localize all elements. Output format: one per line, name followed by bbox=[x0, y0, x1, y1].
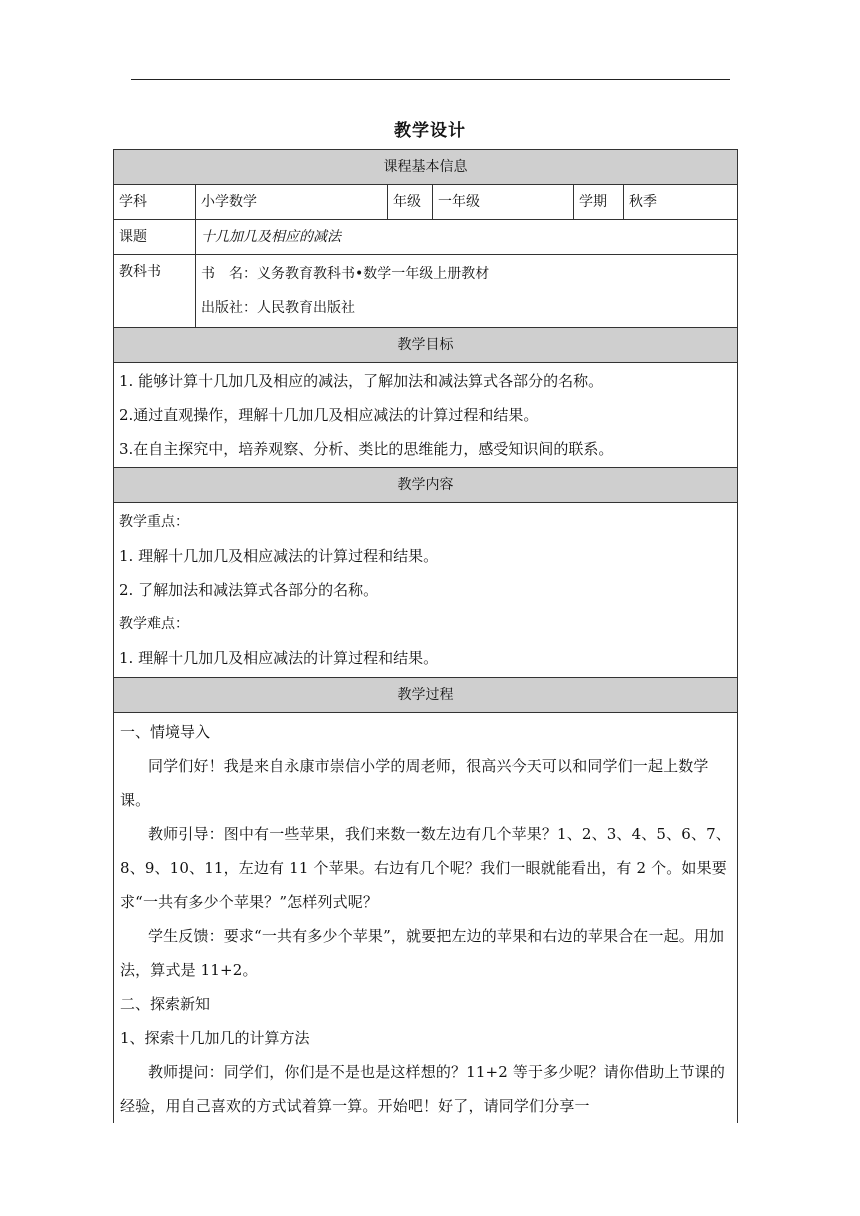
paragraph: 学生反馈：要求“一共有多少个苹果”，就要把左边的苹果和右边的苹果合在一起。用加法，算式是 11+2。 bbox=[120, 927, 725, 979]
topic-row bbox=[114, 220, 738, 255]
process-header: 教学过程 bbox=[114, 678, 738, 713]
grade-value: 一年级 bbox=[433, 185, 574, 220]
objectives-header-row bbox=[114, 328, 738, 363]
content-header: 教学内容 bbox=[114, 468, 738, 503]
topic-label: 课题 bbox=[114, 220, 196, 255]
header-rule bbox=[131, 79, 730, 80]
textbook-label: 教科书 bbox=[114, 255, 196, 328]
subsection-heading: 1、探索十几加几的计算方法 bbox=[120, 1029, 310, 1047]
section-heading: 一、情境导入 bbox=[120, 723, 211, 741]
section-heading: 二、探索新知 bbox=[120, 995, 211, 1013]
process-row bbox=[114, 713, 738, 1124]
key-points-label: 教学重点： bbox=[119, 514, 189, 530]
paragraph: 同学们好！我是来自永康市崇信小学的周老师，很高兴今天可以和同学们一起上数学课。 bbox=[120, 757, 709, 809]
textbook-name: 书 名：义务教育教科书•数学一年级上册教材 bbox=[201, 266, 490, 282]
key-point-item: 2. 了解加法和减法算式各部分的名称。 bbox=[119, 581, 379, 599]
term-label: 学期 bbox=[574, 185, 624, 220]
textbook-row bbox=[114, 255, 738, 328]
topic-value: 十几加几及相应的减法 bbox=[196, 220, 738, 255]
difficulty-item: 1. 理解十几加几及相应减法的计算过程和结果。 bbox=[119, 649, 439, 667]
objectives-row bbox=[114, 363, 738, 468]
content-row bbox=[114, 503, 738, 678]
key-point-item: 1. 理解十几加几及相应减法的计算过程和结果。 bbox=[119, 547, 439, 565]
grade-label: 年级 bbox=[388, 185, 433, 220]
subject-value: 小学数学 bbox=[196, 185, 388, 220]
process-cell bbox=[114, 713, 738, 1124]
textbook-publisher: 出版社：人民教育出版社 bbox=[201, 300, 355, 316]
paragraph: 教师提问：同学们，你们是不是也是这样想的？11+2 等于多少呢？请你借助上节课的经验，用自己喜欢的方式试着算一算。开始吧！好了，请同学们分享一 bbox=[120, 1063, 725, 1115]
subject-row bbox=[114, 185, 738, 220]
objective-item: 1. 能够计算十几加几及相应的减法，了解加法和减法算式各部分的名称。 bbox=[119, 372, 604, 390]
content-cell bbox=[114, 503, 738, 678]
content-header-row bbox=[114, 468, 738, 503]
process-header-row bbox=[114, 678, 738, 713]
paragraph: 教师引导：图中有一些苹果，我们来数一数左边有几个苹果？1、2、3、4、5、6、7、8、9、10、11，左边有 11 个苹果。右边有几个呢？我们一眼就能看出，有 2 个。如果要求“一共有多少个苹果？”怎样列式呢？ bbox=[120, 825, 731, 911]
objective-item: 3.在自主探究中，培养观察、分析、类比的思维能力，感受知识间的联系。 bbox=[119, 440, 614, 458]
objectives-header: 教学目标 bbox=[114, 328, 738, 363]
objective-item: 2.通过直观操作，理解十几加几及相应减法的计算过程和结果。 bbox=[119, 406, 539, 424]
objectives-cell bbox=[114, 363, 738, 468]
course-info-header: 课程基本信息 bbox=[114, 150, 738, 185]
textbook-cell bbox=[196, 255, 738, 328]
subject-label: 学科 bbox=[114, 185, 196, 220]
term-value: 秋季 bbox=[624, 185, 738, 220]
document-title: 教学设计 bbox=[394, 121, 466, 141]
lesson-plan-table bbox=[113, 149, 738, 1123]
difficulty-label: 教学难点： bbox=[119, 616, 189, 632]
course-info-header-row bbox=[114, 150, 738, 185]
